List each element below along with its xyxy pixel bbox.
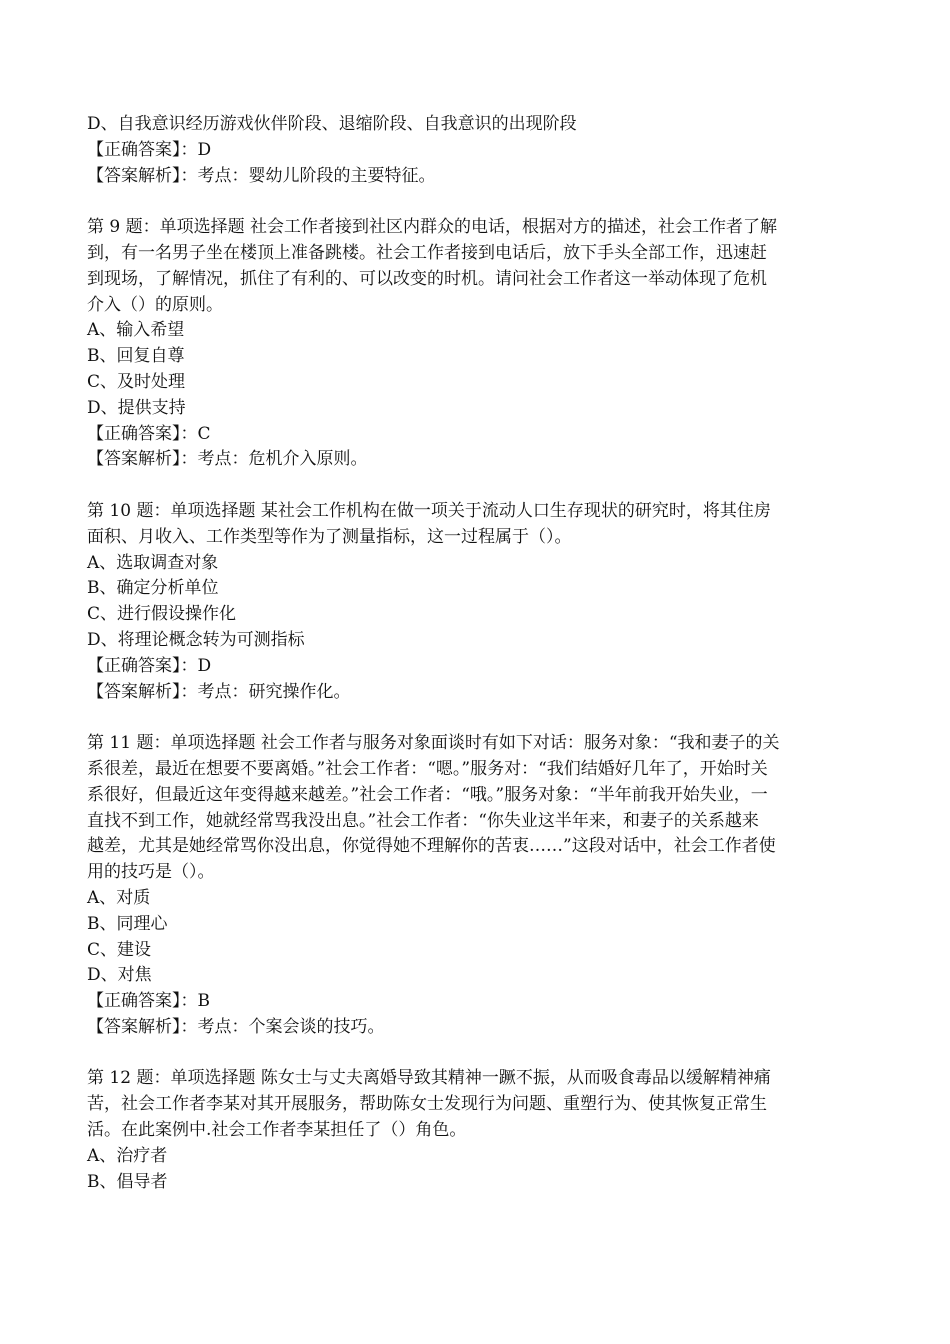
answer-analysis: 【答案解析】：考点：研究操作化。 [87, 681, 351, 702]
option-a: A、输入希望 [87, 320, 185, 341]
question-stem-line: 面积、月收入、工作类型等作为了测量指标，这一过程属于（）。 [87, 526, 572, 547]
question-stem-line: 用的技巧是（）。 [87, 862, 215, 883]
question-stem-line: 系很好，但最近这年变得越来越差。”社会工作者：“哦。”服务对象：“半年前我开始失业，一 [87, 784, 768, 805]
question-stem-line: 到现场，了解情况，抓住了有利的、可以改变的时机。请问社会工作者这一举动体现了危机 [87, 268, 767, 289]
question-12 [87, 1066, 917, 1195]
question-stem-line: 活。在此案例中.社会工作者李某担任了（）角色。 [87, 1120, 467, 1141]
question-9 [87, 215, 917, 473]
answer-analysis: 【答案解析】：考点：个案会谈的技巧。 [87, 1016, 385, 1037]
question-stem-line: 介入（）的原则。 [87, 294, 223, 315]
option-c: C、及时处理 [87, 371, 186, 392]
correct-answer: 【正确答案】：D [87, 655, 212, 676]
option-b: B、回复自尊 [87, 346, 185, 367]
question-stem-line: 第 10 题：单项选择题 某社会工作机构在做一项关于流动人口生存现状的研究时，将其住房 [87, 500, 771, 521]
question-stem-line: 第 11 题：单项选择题 社会工作者与服务对象面谈时有如下对话：服务对象：“我和妻子的关 [87, 733, 780, 754]
correct-answer: 【正确答案】：B [87, 991, 210, 1012]
correct-answer: 【正确答案】：C [87, 423, 211, 444]
prev-question-tail [87, 112, 917, 189]
spacer [87, 189, 917, 215]
question-stem-line: 苦，社会工作者李某对其开展服务，帮助陈女士发现行为问题、重塑行为、使其恢复正常生 [87, 1094, 767, 1115]
question-stem-line: 直找不到工作，她就经常骂我没出息。”社会工作者：“你失业这半年来，和妻子的关系越来 [87, 810, 759, 831]
option-d: D、自我意识经历游戏伙伴阶段、退缩阶段、自我意识的出现阶段 [87, 114, 577, 134]
question-stem-line: 到，有一名男子坐在楼顶上准备跳楼。社会工作者接到电话后，放下手头全部工作，迅速赶 [87, 242, 767, 263]
option-c: C、进行假设操作化 [87, 604, 237, 625]
answer-analysis: 【答案解析】：考点：婴幼儿阶段的主要特征。 [87, 165, 436, 186]
question-11 [87, 731, 917, 1041]
option-d: D、将理论概念转为可测指标 [87, 629, 305, 650]
question-stem-line: 系很差，最近在想要不要离婚。”社会工作者：“嗯。”服务对：“我们结婚好几年了，开始时关 [87, 758, 768, 779]
option-a: A、选取调查对象 [87, 552, 219, 573]
answer-analysis: 【答案解析】：考点：危机介入原则。 [87, 449, 368, 470]
option-d: D、提供支持 [87, 397, 186, 418]
option-c: C、建设 [87, 939, 152, 960]
option-b: B、同理心 [87, 913, 168, 934]
option-b: B、倡导者 [87, 1171, 168, 1192]
question-stem-line: 越差，尤其是她经常骂你没出息，你觉得她不理解你的苦衷……”这段对话中，社会工作者使 [87, 836, 776, 857]
option-d: D、对焦 [87, 965, 152, 986]
exam-document [87, 112, 917, 1195]
option-a: A、对质 [87, 887, 151, 908]
spacer [87, 705, 917, 731]
option-a: A、治疗者 [87, 1145, 168, 1166]
question-stem-line: 第 12 题：单项选择题 陈女士与丈夫离婚导致其精神一蹶不振，从而吸食毒品以缓解精神痛 [87, 1068, 771, 1089]
question-stem-line: 第 9 题：单项选择题 社会工作者接到社区内群众的电话，根据对方的描述，社会工作者了解 [87, 217, 778, 238]
spacer [87, 473, 917, 499]
spacer [87, 1041, 917, 1067]
correct-answer: 【正确答案】：D [87, 139, 212, 160]
option-b: B、确定分析单位 [87, 578, 219, 599]
question-10 [87, 499, 917, 705]
